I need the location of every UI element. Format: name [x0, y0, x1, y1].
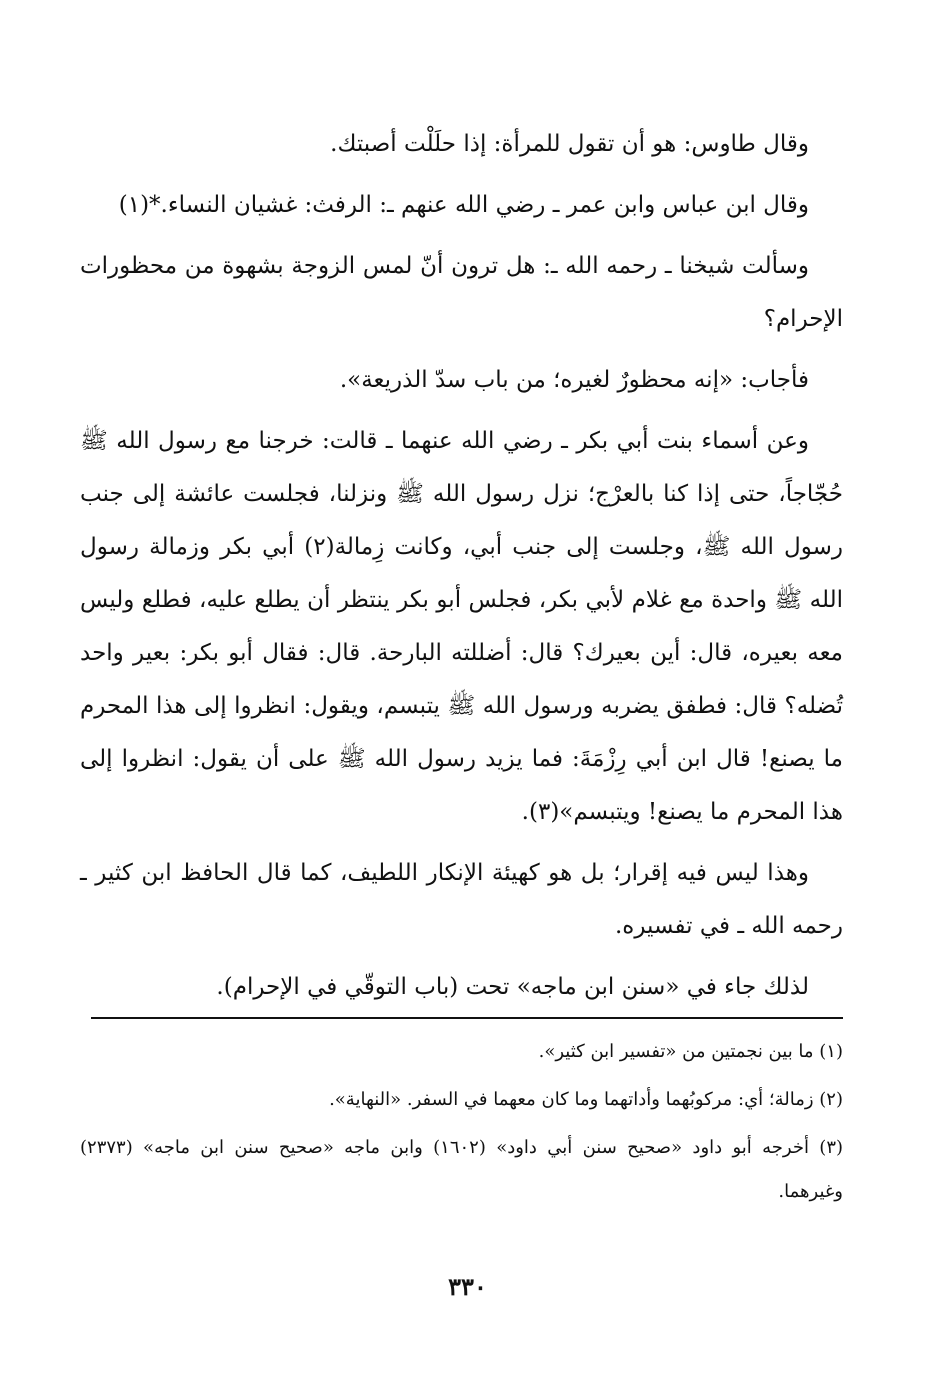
footnote-3: (٣) أخرجه أبو داود «صحيح سنن أبي داود» (١٦٠٢) وابن ماجه «صحيح سنن ابن ماجه» (٢٣٧٣) وغيرهما.: [80, 1137, 844, 1202]
paragraph-commentary: وهذا ليس فيه إقرار؛ بل هو كهيئة الإنكار اللطيف، كما قال الحافظ ابن كثير ـ رحمه الله ـ في تفسيره.: [80, 860, 843, 939]
page-number: ٣٣٠: [448, 1272, 487, 1301]
footnote-2: (٢) زمالة؛ أي: مركوبُهما وأداتهما وما كان معهما في السفر. «النهاية».: [329, 1089, 843, 1110]
paragraph-asma-hadith: وعن أسماء بنت أبي بكر ـ رضي الله عنهما ـ قالت: خرجنا مع رسول الله ﷺ حُجّاجاً، حتى إذا كنا بالعرْج؛ نزل رسول الله ﷺ ونزلنا، فجلست عائشة إلى جنب رسول الله ﷺ، وجلست إلى جنب أبي، وكانت زِمالة(٢) أبي بكر وزمالة رسول الله ﷺ واحدة مع غلام لأبي بكر، فجلس أبو بكر ينتظر أن يطلع عليه، فطلع وليس معه بعيره، قال: أين بعيرك؟ قال: أضللته البارحة. قال: فقال أبو بكر: بعير واحد تُضله؟ قال: فطفق يضربه ورسول الله ﷺ يتبسم، ويقول: انظروا إلى هذا المحرم ما يصنع! قال ابن أبي رِزْمَةَ: فما يزيد رسول الله ﷺ على أن يقول: انظروا إلى هذا المحرم ما يصنع! ويتبسم»(٣).: [80, 428, 843, 825]
footnote-divider: [91, 1017, 843, 1019]
footnote-1: (١) ما بين نجمتين من «تفسير ابن كثير».: [538, 1041, 843, 1062]
footnotes: [80, 1030, 843, 1218]
paragraph-answer: فأجاب: «إنه محظورٌ لغيره؛ من باب سدّ الذريعة».: [339, 367, 809, 393]
paragraph-ibn-majah: لذلك جاء في «سنن ابن ماجه» تحت (باب التوقّي في الإحرام).: [216, 974, 809, 1000]
paragraph-question: وسألت شيخنا ـ رحمه الله ـ: هل ترون أنّ لمس الزوجة بشهوة من محظورات الإحرام؟: [80, 253, 843, 332]
main-text: [80, 118, 843, 1022]
paragraph-tawus: وقال طاوس: هو أن تقول للمرأة: إذا حلَلْت أصبتك.: [330, 131, 809, 157]
paragraph-ibn-abbas: وقال ابن عباس وابن عمر ـ رضي الله عنهم ـ: الرفث: غشيان النساء.*(١): [118, 192, 809, 218]
